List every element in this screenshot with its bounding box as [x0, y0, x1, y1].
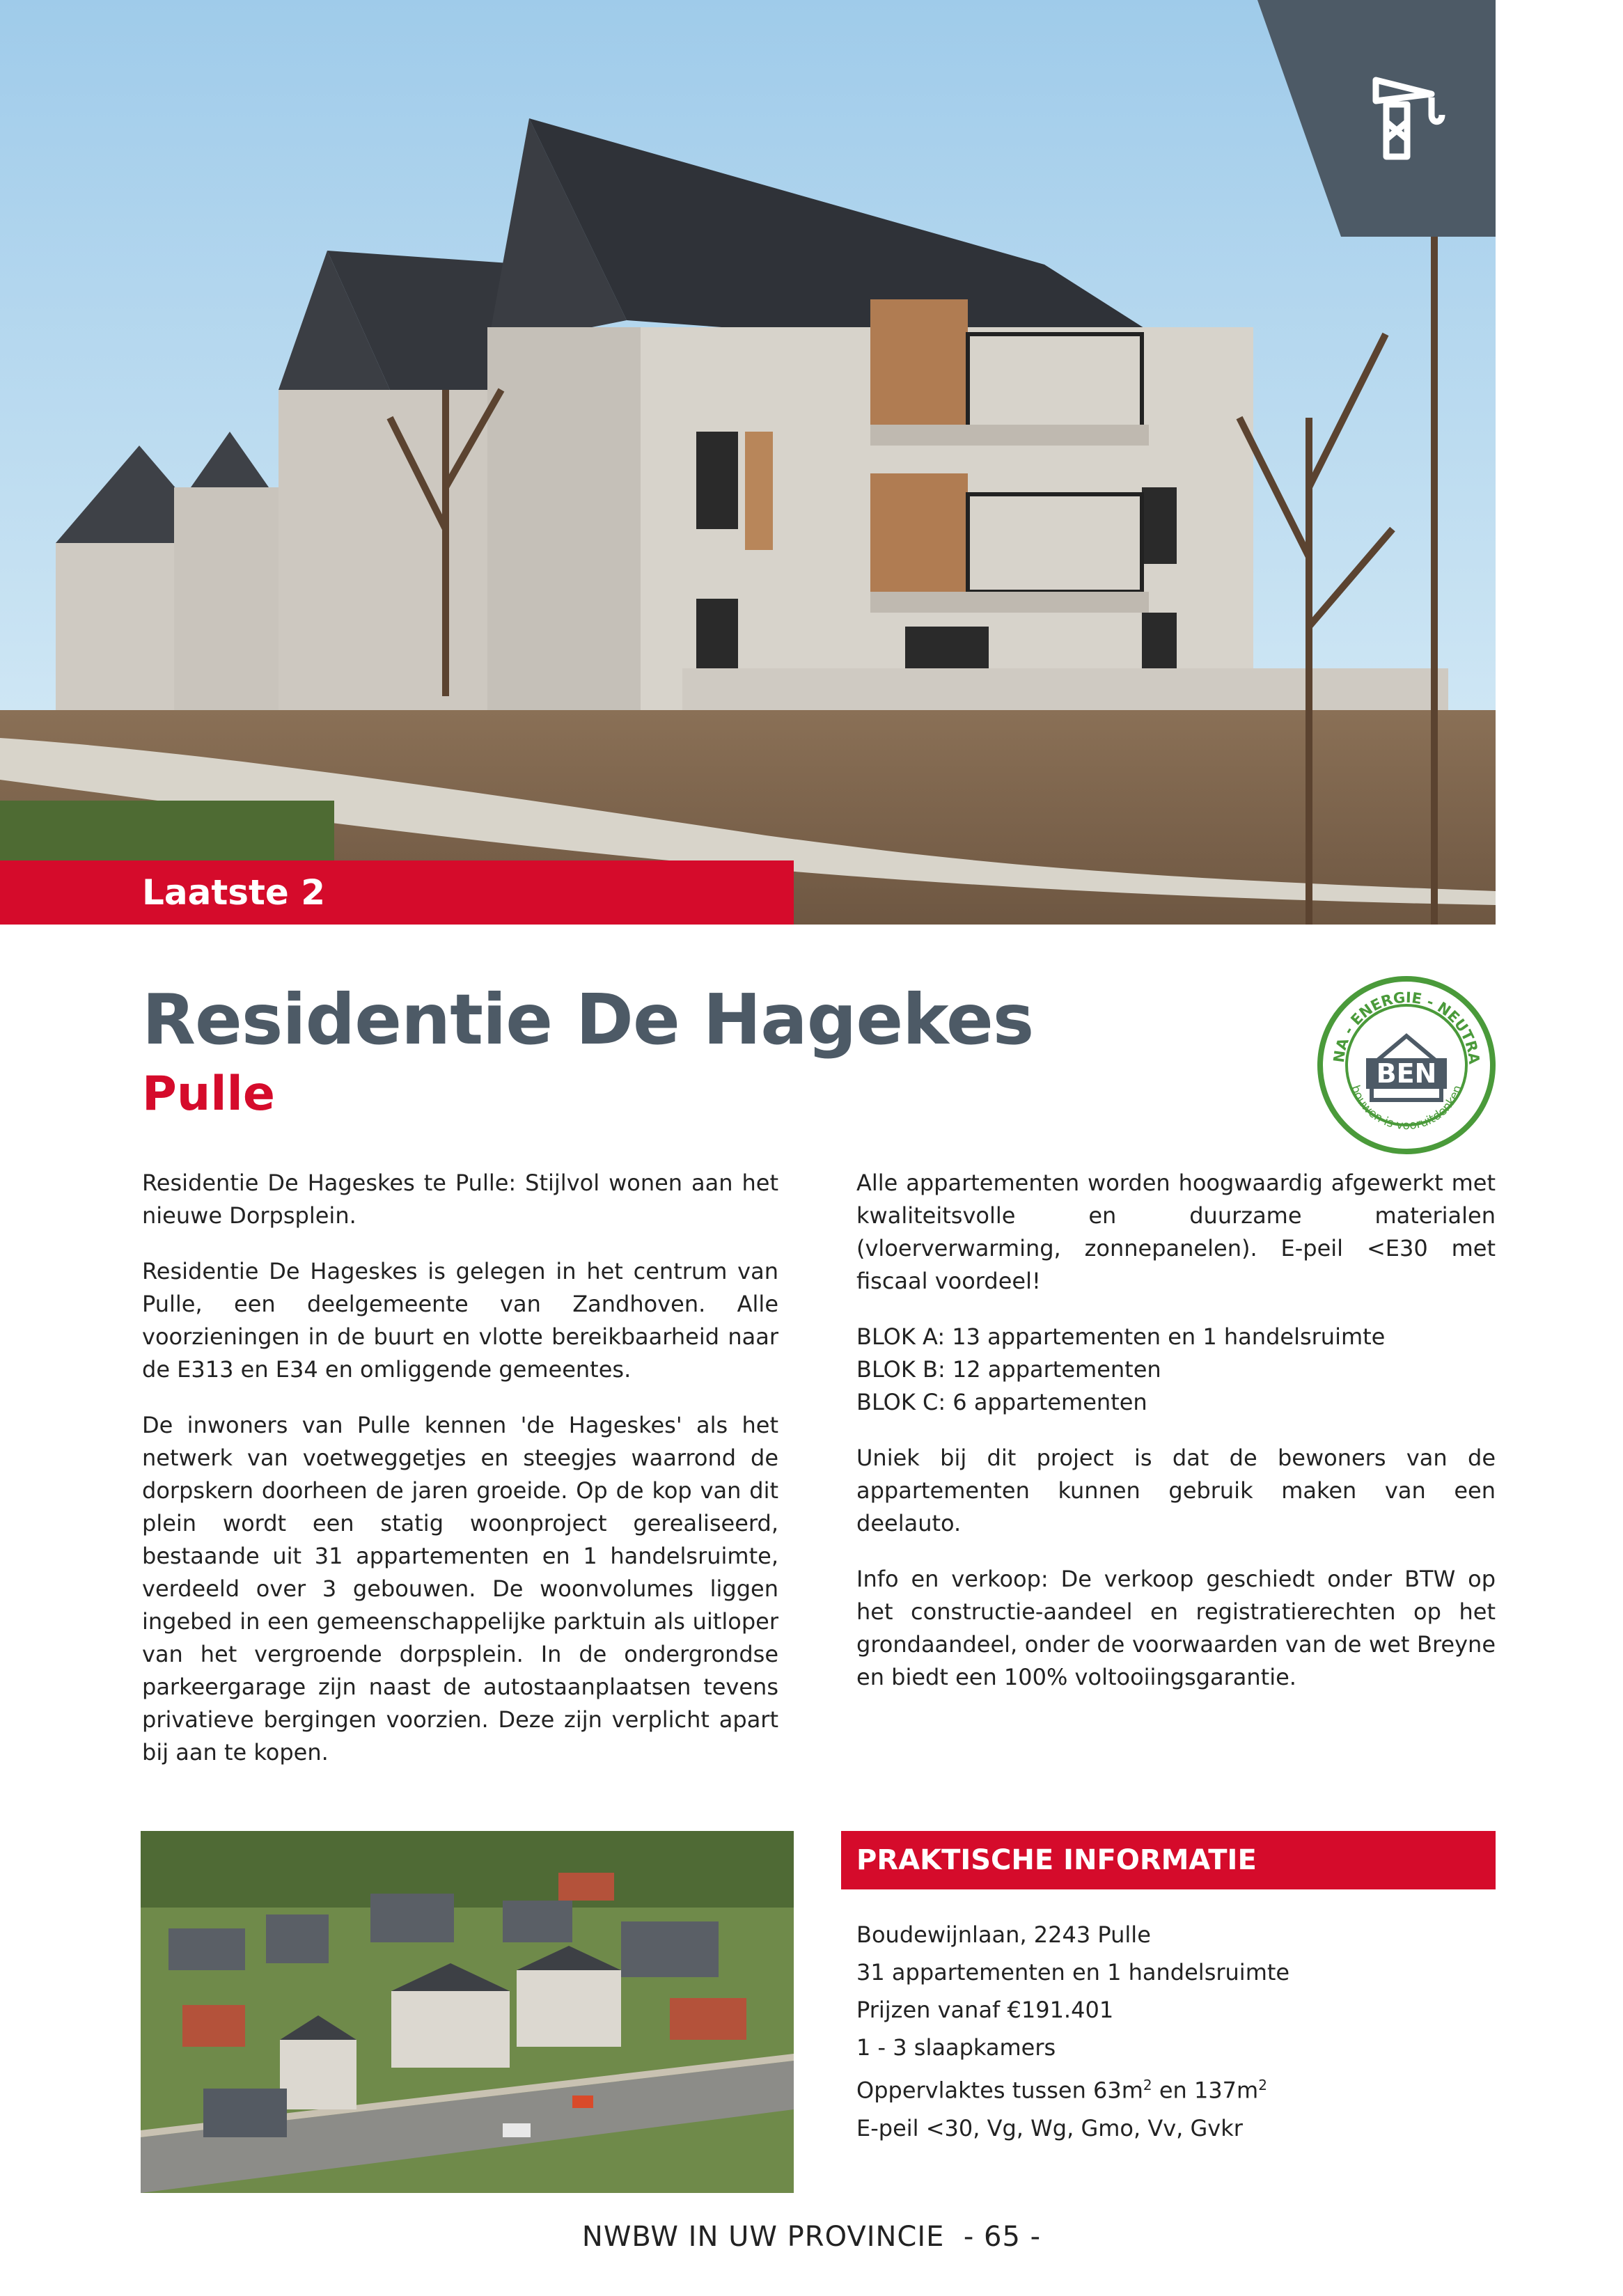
project-paragraph: De inwoners van Pulle kennen 'de Hageskes' als het netwerk van voetweggetjes en steegjes waarrond de dorpskern doorheen de jaren groeide. Op de kop van dit plein wordt een statig woonproject gerealiseerd, bestaande uit 31 appartementen en 1 handelsruimte, verdeeld over 3 gebouwen. De woonvolumes liggen ingebed in een gemeenschappelijke parktuin als uitloper van het vergroende dorpsplein. In de ondergrondse parkeergarage zijn naast de autostaanplaatsen tevens privatieve bergingen voorzien. Deze zijn verplicht apart bij aan te kopen.	[142, 1412, 778, 1766]
info-units: 31 appartementen en 1 handelsruimte	[856, 1959, 1290, 1986]
page-subtitle: Pulle	[142, 1067, 275, 1122]
finish-paragraph: Alle appartementen worden hoogwaardig afgewerkt met kwaliteitsvolle en duurzame materialen (vloerverwarming, zonnepanelen). E-peil <E30 met fiscaal voordeel!	[856, 1170, 1496, 1294]
page-footer: NWBW IN UW PROVINCIE - 65 -	[581, 2221, 1042, 2253]
description-right	[856, 1167, 1496, 1717]
practical-info-list	[856, 1916, 1289, 2147]
block-b: BLOK B: 12 appartementen	[856, 1356, 1161, 1383]
badge-center-text: BEN	[1376, 1058, 1437, 1089]
block-c: BLOK C: 6 appartementen	[856, 1389, 1147, 1415]
info-area: Oppervlaktes tussen $63m^2$ en $137m^2$	[856, 2077, 1267, 2104]
blocks-list	[856, 1321, 1496, 1419]
carshare-paragraph: Uniek bij dit project is dat de bewoners van de appartementen kunnen gebruik maken van een deelauto.	[856, 1445, 1496, 1536]
badge-bottom-text: bouwen is vooruitdenken	[1347, 1083, 1466, 1133]
info-address: Boudewijnlaan, 2243 Pulle	[856, 1921, 1151, 1948]
aerial-photo	[141, 1831, 794, 2193]
ben-badge-icon	[1316, 975, 1497, 1156]
intro-paragraph: Residentie De Hageskes te Pulle: Stijlvol wonen aan het nieuwe Dorpsplein.	[142, 1170, 778, 1229]
info-epeil: E-peil <30, Vg, Wg, Gmo, Vv, Gvkr	[856, 2114, 1243, 2141]
location-paragraph: Residentie De Hageskes is gelegen in het centrum van Pulle, een deelgemeente van Zandhoven. Alle voorzieningen in de buurt en vlotte bereikbaarheid naar de E313 en E34 en omliggende gemeentes.	[142, 1258, 778, 1383]
practical-info-heading: PRAKTISCHE INFORMATIE	[841, 1831, 1496, 1889]
page-title: Residentie De Hagekes	[142, 979, 1034, 1060]
badge-top-text: NA - ENERGIE - NEUTRA	[1330, 989, 1483, 1065]
corner-tab	[1257, 0, 1496, 237]
status-banner: Laatste 2	[0, 860, 794, 925]
info-price: Prijzen vanaf €191.401	[856, 1997, 1114, 2023]
block-a: BLOK A: 13 appartementen en 1 handelsruimte	[856, 1323, 1386, 1350]
sales-paragraph: Info en verkoop: De verkoop geschiedt onder BTW op het constructie-aandeel en registratierechten op het grondaandeel, onder de voorwaarden van de wet Breyne en biedt een 100% voltooiingsgarantie.	[856, 1566, 1496, 1690]
info-bedrooms: 1 - 3 slaapkamers	[856, 2034, 1056, 2061]
description-left	[142, 1167, 778, 1792]
